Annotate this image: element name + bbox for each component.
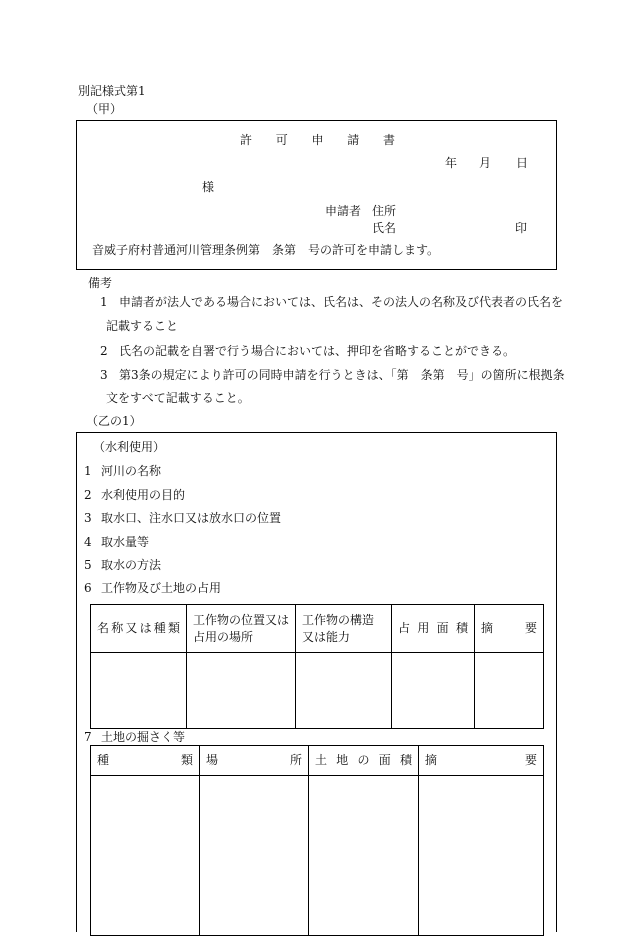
item-label: 取水の方法 [101,558,162,572]
title-char: 許 [240,133,253,147]
notes-heading: 備考 [88,276,113,290]
item-number: 7 [84,730,92,744]
table-cell [392,653,475,729]
date-year: 年 [445,156,458,170]
occupancy-table [90,604,544,729]
header-cell: 土地の面積 [309,746,419,776]
date-day: 日 [516,156,529,170]
application-title [240,134,395,146]
excavation-table [90,745,544,936]
item-number: 1 [84,464,92,478]
item-number: 3 [84,511,92,525]
water-use-heading: （水利使用） [93,440,166,454]
addressee-suffix: 様 [202,180,215,194]
item-label: 河川の名称 [101,464,162,478]
section-otsu1-label: （乙の1） [86,414,142,428]
item-label: 水利使用の目的 [101,488,186,502]
note-number: 1 [100,295,108,309]
table-header-row [91,746,544,776]
note-text: 第3条の規定により許可の同時申請を行うときは、「第 条第 号」の箇所に根拠条 [119,368,565,382]
applicant-label: 申請者 [325,204,362,218]
table-cell [296,653,392,729]
address-label: 住所 [372,204,397,218]
header-cell: 摘要 [419,746,544,776]
item-number: 5 [84,558,92,572]
table-cell [475,653,544,729]
item-label: 取水口、注水口又は放水口の位置 [101,511,282,525]
header-cell: 工作物の構造又は能力 [296,605,392,653]
item-label: 土地の掘さく等 [101,730,186,744]
note-number: 3 [100,368,108,382]
application-body-text: 音威子府村普通河川管理条例第 条第 号の許可を申請します。 [92,243,440,257]
item-label: 工作物及び土地の占用 [101,581,222,595]
header-cell: 場所 [200,746,309,776]
name-label: 氏名 [372,221,397,235]
form-label: 別記様式第1 [78,84,146,98]
seal-mark: 印 [515,221,528,235]
title-char: 可 [275,133,288,147]
title-char: 請 [347,133,360,147]
note-text: 氏名の記載を自署で行う場合においては、押印を省略することができる。 [119,344,516,358]
table-cell [91,653,187,729]
table-cell [91,776,200,936]
application-box [76,120,557,270]
item-number: 6 [84,581,92,595]
table-cell [187,653,296,729]
header-cell: 工作物の位置又は占用の場所 [187,605,296,653]
header-cell: 種類 [91,746,200,776]
item-number: 4 [84,535,92,549]
note-text-continued: 文をすべて記載すること。 [106,391,250,405]
table-row [91,776,544,936]
item-label: 取水量等 [101,535,150,549]
header-cell: 占用面積 [392,605,475,653]
header-cell: 名称又は種類 [91,605,187,653]
section-kou-label: （甲） [86,102,123,116]
table-cell [200,776,309,936]
header-cell: 摘要 [475,605,544,653]
title-char: 申 [311,133,324,147]
item-number: 2 [84,488,92,502]
note-text: 申請者が法人である場合においては、氏名は、その法人の名称及び代表者の氏名を [119,295,564,309]
note-text-continued: 記載すること [106,319,179,333]
table-cell [309,776,419,936]
table-row [91,653,544,729]
table-header-row [91,605,544,653]
date-month: 月 [479,156,492,170]
title-char: 書 [382,133,395,147]
table-cell [419,776,544,936]
note-number: 2 [100,344,108,358]
